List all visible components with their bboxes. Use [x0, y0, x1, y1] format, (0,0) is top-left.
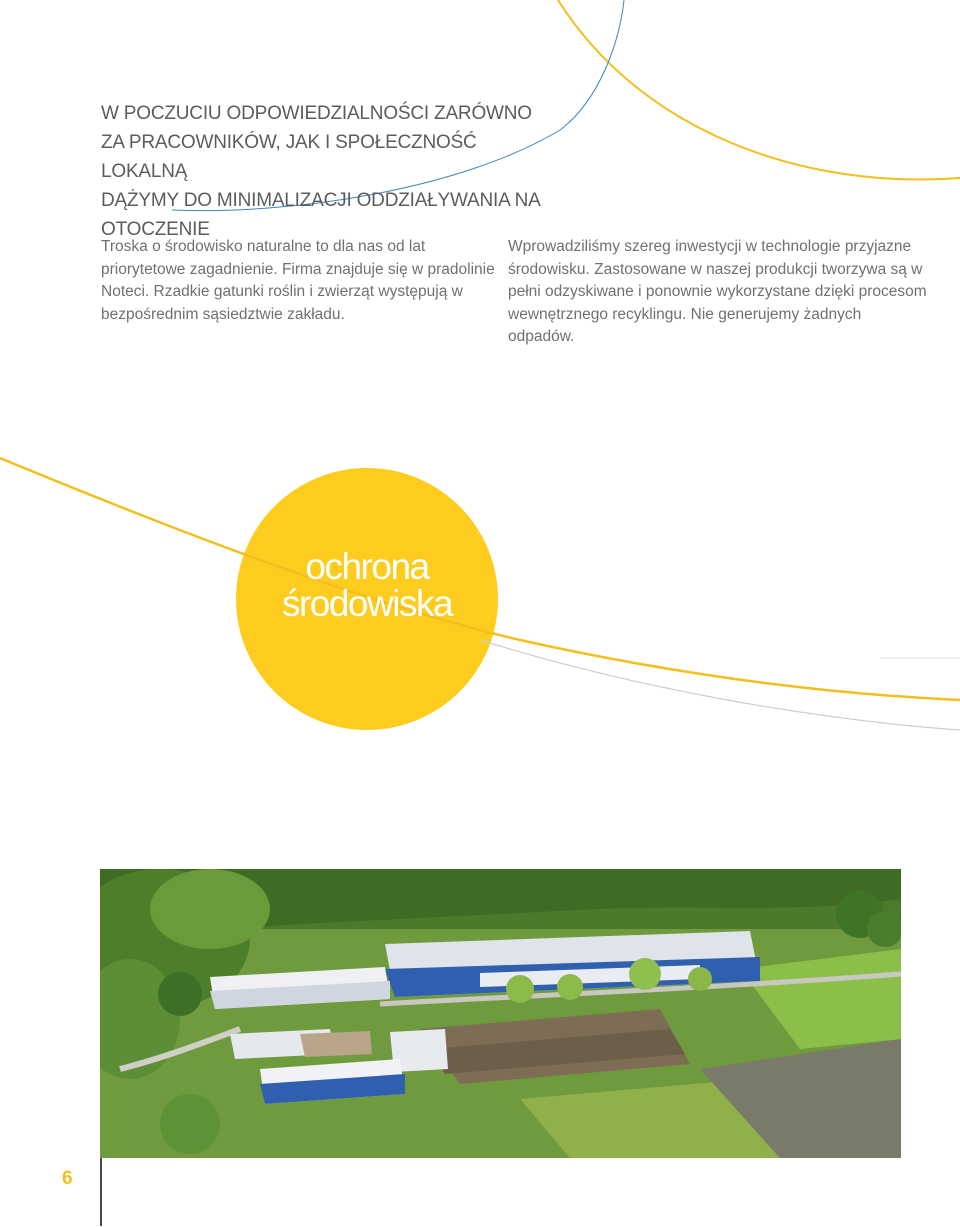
heading-line: OTOCZENIE: [101, 219, 210, 240]
left-paragraph: Troska o środowisko naturalne to dla nas od lat priorytetowe zagadnienie. Firma znajduje się w pradolinie Noteci. Rzadkie gatunki roślin i zwierząt występują w bezpośrednim sąsiedztwie zakładu.: [101, 238, 495, 323]
circle-title-line1: ochrona: [305, 546, 429, 587]
gray-arc-middle: [480, 640, 960, 730]
right-paragraph: Wprowadziliśmy szereg inwestycji w technologie przyjazne środowisku. Zastosowane w naszej produkcji tworzywa są w pełni odzyskiwane i ponownie wykorzystane dzięki procesom wewnętrznego recyklingu. Nie generujemy żadnych odpadów.: [508, 238, 927, 345]
aerial-factory-photo: [100, 869, 901, 1158]
page-number: 6: [62, 1168, 73, 1189]
heading-line: W POCZUCIU ODPOWIEDZIALNOŚCI ZARÓWNO: [101, 103, 532, 124]
heading-line: DĄŻYMY DO MINIMALIZACJI ODDZIAŁYWANIA NA: [101, 190, 541, 211]
section-heading: [101, 99, 541, 244]
circle-title-line2: środowiska: [281, 583, 453, 624]
page-divider: [100, 1158, 102, 1226]
yellow-arc-top: [558, 0, 960, 180]
circle-title: [236, 468, 498, 730]
heading-line: ZA PRACOWNIKÓW, JAK I SPOŁECZNOŚĆ LOKALNĄ: [101, 132, 477, 182]
